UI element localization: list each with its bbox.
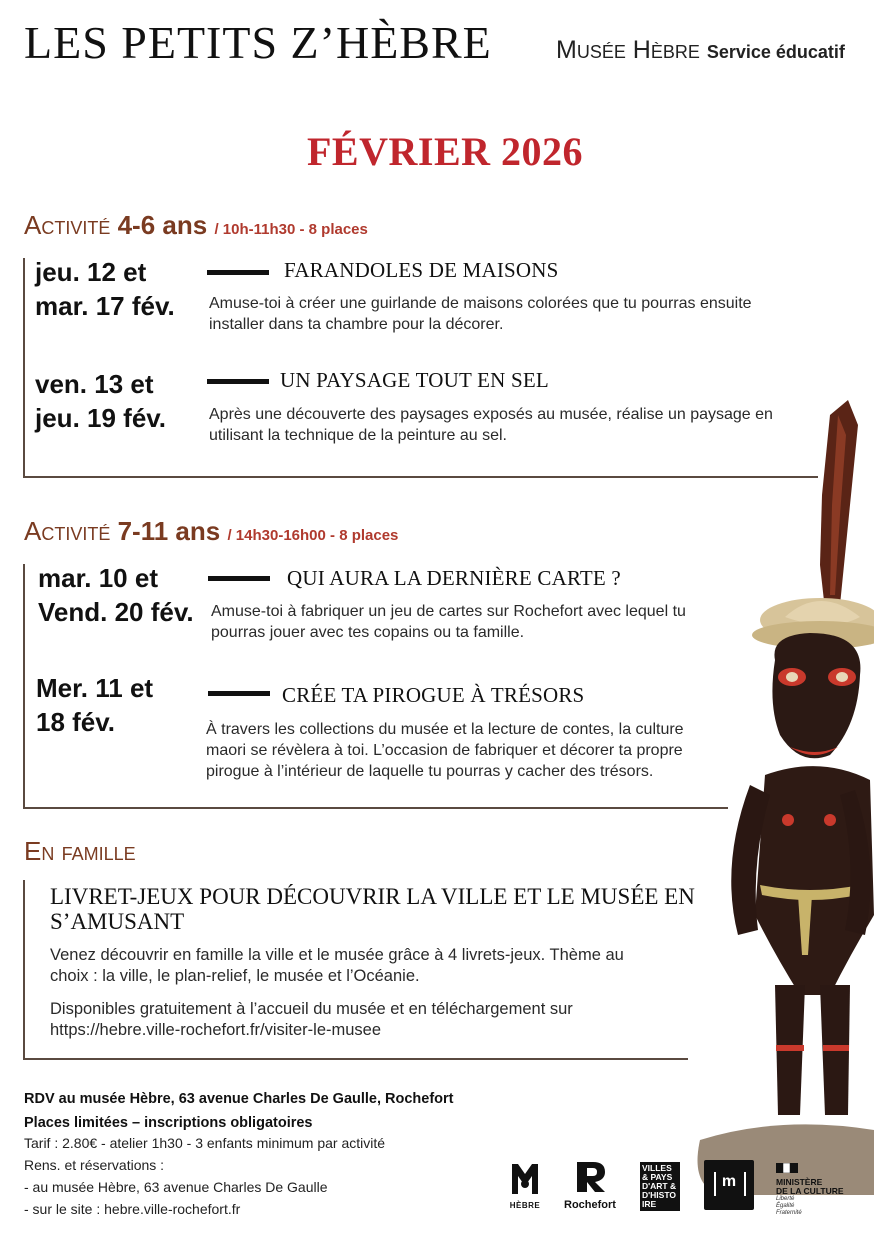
footer-rens: Rens. et réservations : — [24, 1157, 165, 1173]
logo-m-text: m — [721, 1173, 737, 1190]
rochefort-logo-icon — [573, 1160, 607, 1194]
page-title: LES PETITS Z’HÈBRE — [24, 17, 492, 68]
marianne-icon — [776, 1163, 798, 1173]
desc-line: Après une découverte des paysages exposés au musée, réalise un paysage en — [209, 406, 773, 423]
activity-description — [209, 293, 752, 335]
footer-site[interactable]: - sur le site : hebre.ville-rochefort.fr — [24, 1201, 241, 1217]
logo-line: & PAYS — [642, 1172, 673, 1182]
maori-statue-illustration — [680, 395, 874, 1195]
section-label: En famille — [24, 836, 136, 866]
desc-line: choix : la ville, le plan-relief, le musée et l’Océanie. — [50, 967, 420, 985]
logo-rochefort-text: Rochefort — [564, 1199, 616, 1211]
logo-line: Liberté — [776, 1196, 795, 1202]
desc-line: installer dans ta chambre pour la décorer. — [209, 316, 504, 333]
section-heading-7-11 — [24, 516, 398, 547]
section-bracket — [23, 564, 25, 809]
logo-line: VILLES — [642, 1163, 672, 1173]
section-label: Activité — [24, 210, 111, 240]
activity-date — [36, 671, 153, 739]
famille-description — [50, 945, 680, 987]
section-label: Activité — [24, 516, 111, 546]
date-line: jeu. 12 et — [35, 257, 147, 287]
section-bracket — [23, 258, 25, 478]
logo-line: Égalité — [776, 1203, 795, 1209]
title-dash — [207, 270, 269, 275]
logo-line: Fraternité — [776, 1210, 802, 1216]
activity-date — [38, 561, 194, 629]
desc-line: Disponibles gratuitement à l’accueil du musée et en téléchargement sur — [50, 1000, 573, 1018]
title-dash — [208, 691, 270, 696]
activity-description — [206, 719, 684, 782]
museum-name: Musée Hèbre — [556, 36, 700, 64]
activity-title: QUI AURA LA DERNIÈRE CARTE ? — [287, 566, 621, 590]
date-line: mar. 17 fév. — [35, 291, 175, 321]
desc-line: Amuse-toi à fabriquer un jeu de cartes sur Rochefort avec lequel tu — [211, 603, 686, 620]
desc-line: maori se révèlera à toi. L’occasion de fabriquer et décorer ta propre — [206, 742, 683, 759]
desc-line: Amuse-toi à créer une guirlande de maisons colorées que tu pourras ensuite — [209, 295, 752, 312]
logo-line: DE LA CULTURE — [776, 1186, 844, 1196]
hebre-logo-icon — [510, 1162, 540, 1196]
logo-m — [704, 1160, 754, 1210]
logo-villes-art-histoire — [640, 1162, 680, 1211]
desc-line: Venez découvrir en famille la ville et le musée grâce à 4 livrets-jeux. Thème au — [50, 946, 624, 964]
website-link[interactable]: https://hebre.ville-rochefort.fr/visiter-le-musee — [50, 1021, 382, 1039]
activity-description — [211, 601, 686, 643]
museum-label — [556, 36, 845, 65]
desc-line: pourras jouer avec tes copains ou ta famille. — [211, 624, 525, 641]
logo-rochefort — [560, 1160, 620, 1211]
logo-villes-text — [640, 1162, 680, 1211]
title-dash — [208, 576, 270, 581]
section-slot: / 14h30-16h00 - 8 places — [227, 527, 399, 544]
footer-places: Places limitées – inscriptions obligatoires — [24, 1115, 313, 1131]
activity-title: UN PAYSAGE TOUT EN SEL — [280, 368, 549, 392]
title-dash — [207, 379, 269, 384]
footer-tarif: Tarif : 2.80€ - atelier 1h30 - 3 enfants minimum par activité — [24, 1135, 386, 1151]
logo-ministere — [776, 1160, 856, 1217]
logo-line: D'HISTO — [642, 1190, 676, 1200]
logo-line: IRE — [642, 1199, 657, 1209]
month-title: FÉVRIER 2026 — [306, 129, 584, 174]
footer-address: - au musée Hèbre, 63 avenue Charles De Gaulle — [24, 1179, 328, 1195]
section-age: 4-6 ans — [117, 210, 208, 240]
logo-hebre — [508, 1162, 542, 1210]
famille-title: LIVRET-JEUX POUR DÉCOUVRIR LA VILLE ET LE MUSÉE EN S’AMUSANT — [50, 884, 695, 934]
section-heading-famille — [24, 836, 136, 867]
footer-rdv: RDV au musée Hèbre, 63 avenue Charles De Gaulle, Rochefort — [24, 1091, 454, 1107]
date-line: 18 fév. — [36, 707, 116, 737]
desc-line: utilisant la technique de la peinture au sel. — [209, 427, 507, 444]
activity-title: CRÉE TA PIROGUE À TRÉSORS — [282, 683, 585, 707]
service-label: Service éducatif — [706, 42, 845, 62]
section-age: 7-11 ans — [117, 516, 221, 546]
date-line: ven. 13 et — [35, 369, 154, 399]
logo-line: D'ART & — [642, 1181, 677, 1191]
activity-date — [35, 255, 175, 323]
section-divider — [23, 1058, 688, 1060]
famille-availability — [50, 999, 680, 1041]
desc-line: À travers les collections du musée et la lecture de contes, la culture — [206, 721, 684, 738]
logo-ministere-text — [776, 1178, 856, 1196]
date-line: jeu. 19 fév. — [35, 403, 167, 433]
logo-line: MINISTÈRE — [776, 1177, 823, 1187]
section-divider — [23, 807, 728, 809]
logo-devise — [776, 1196, 856, 1217]
section-slot: / 10h-11h30 - 8 places — [214, 221, 368, 238]
date-line: Vend. 20 fév. — [38, 597, 194, 627]
section-bracket — [23, 880, 25, 1060]
desc-line: pirogue à l’intérieur de laquelle tu pourras y cacher des trésors. — [206, 763, 654, 780]
section-heading-4-6 — [24, 210, 368, 241]
activity-title: FARANDOLES DE MAISONS — [284, 258, 559, 282]
activity-date — [35, 367, 166, 435]
date-line: mar. 10 et — [38, 563, 158, 593]
logo-hebre-text: HÈBRE — [509, 1201, 541, 1210]
date-line: Mer. 11 et — [36, 673, 154, 703]
